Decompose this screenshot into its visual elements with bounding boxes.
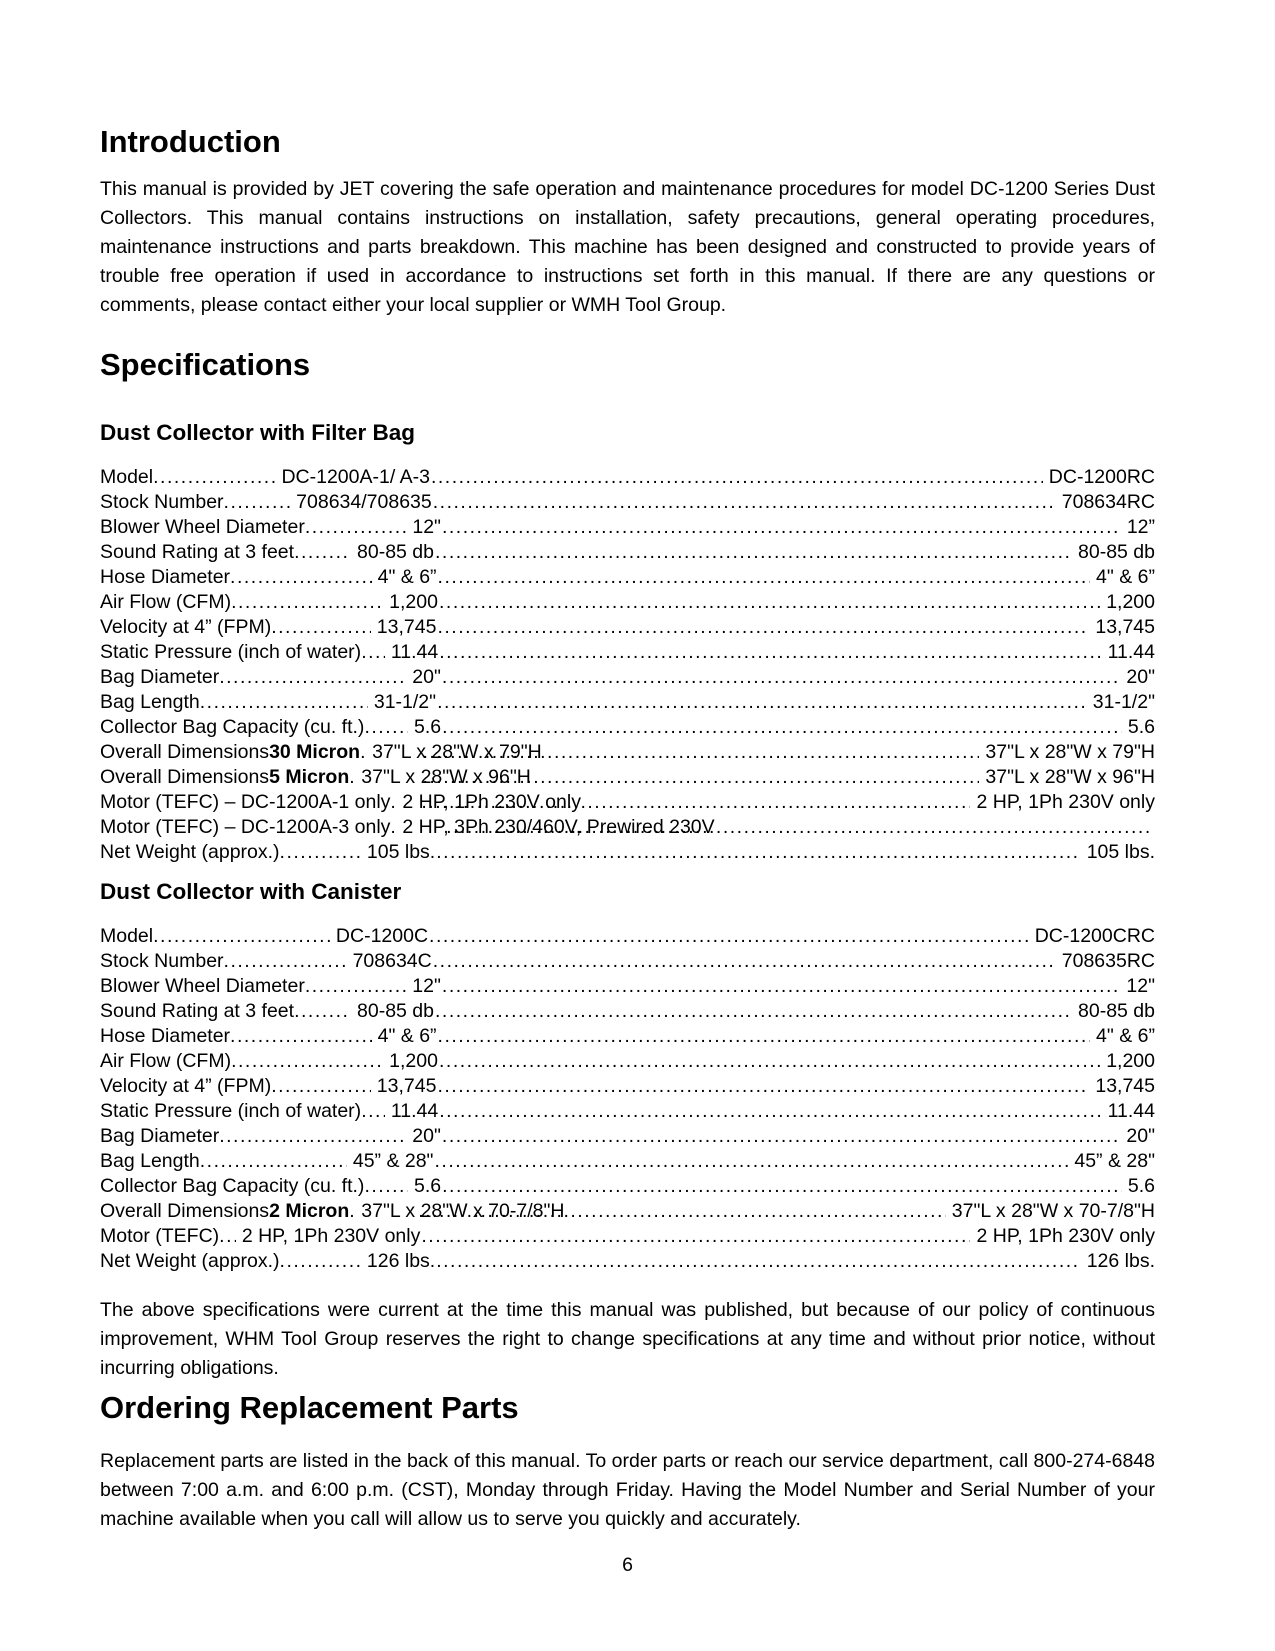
spec-row-left-section (100, 565, 438, 590)
dot-leader (435, 540, 1072, 565)
spec-value-col1: 37"L x 28"W x 79"H (372, 741, 542, 763)
spec-label: Hose Diameter (100, 1025, 231, 1047)
filter-bag-spec-table (100, 465, 1155, 865)
dot-leader (442, 665, 1120, 690)
spec-row-right-section (442, 665, 1155, 690)
spec-row-right-section (442, 715, 1155, 740)
dot-leader (423, 765, 980, 790)
spec-row-right-section (442, 515, 1155, 540)
spec-row-right-section (437, 1074, 1155, 1099)
spec-row-left-section (100, 640, 439, 665)
dot-leader (434, 1149, 1068, 1174)
spec-value-col1: 5.6 (414, 716, 442, 738)
spec-row-right-section (433, 490, 1155, 515)
spec-row-left-section (100, 1149, 434, 1174)
spec-row (100, 1124, 1155, 1149)
spec-value-col2: 105 lbs. (1086, 841, 1155, 863)
spec-label: Collector Bag Capacity (cu. ft.) (100, 716, 365, 738)
canister-subtitle: Dust Collector with Canister (100, 879, 402, 904)
spec-label: Sound Rating at 3 feet (100, 541, 295, 563)
filter-bag-subtitle: Dust Collector with Filter Bag (100, 420, 416, 445)
ordering-title: Ordering Replacement Parts (100, 1390, 519, 1425)
spec-row-right-section (446, 815, 1155, 840)
spec-label: Overall Dimensions (100, 766, 270, 788)
dot-leader (280, 1249, 361, 1274)
spec-row (100, 690, 1155, 715)
spec-row-right-section (435, 540, 1155, 565)
spec-value-col1: 13,745 (376, 1075, 437, 1097)
dot-leader (446, 815, 1149, 840)
dot-leader (200, 690, 368, 715)
dot-leader (230, 565, 372, 590)
dot-leader (271, 1074, 371, 1099)
dot-leader (433, 490, 1056, 515)
spec-value-col2: 12” (1126, 516, 1155, 538)
spec-value-col2: 37"L x 28"W x 70-7/8"H (951, 1200, 1155, 1222)
spec-row (100, 840, 1155, 865)
spec-row (100, 540, 1155, 565)
spec-value-col1: 708634C (352, 950, 432, 972)
spec-row-left-section (100, 790, 581, 815)
spec-value-col2: DC-1200RC (1048, 466, 1155, 488)
spec-row (100, 740, 1155, 765)
introduction-paragraph: This manual is provided by JET covering the safe operation and maintenance procedures for model DC-1200 Series Dust Collectors. This manual contains instructions on installation, safety precautions, general operating procedures, maintenance instructions and parts breakdown. This machine has been designed and constructed to provide years of trouble free operation if used in accordance to instructions set forth in this manual. If there are any questions or comments, please contact either your local supplier or WMH Tool Group. (100, 178, 1155, 316)
spec-row (100, 1249, 1155, 1274)
dot-leader (437, 1074, 1089, 1099)
spec-value-col2: 126 lbs. (1086, 1250, 1155, 1272)
spec-value-col1: 11.44 (390, 1100, 439, 1122)
spec-row-left-section (100, 1024, 438, 1049)
spec-row (100, 1024, 1155, 1049)
spec-row-right-section (439, 1049, 1155, 1074)
spec-row-right-section (434, 1149, 1155, 1174)
spec-row-right-section (431, 465, 1155, 490)
dot-leader (442, 1174, 1122, 1199)
spec-value-col1: 20" (412, 666, 441, 688)
spec-value-col2: 5.6 (1127, 1175, 1155, 1197)
spec-value-col1: 37"L x 28"W x 70-7/8"H (361, 1200, 565, 1222)
spec-row-right-section (442, 1124, 1155, 1149)
spec-label: Overall Dimensions (100, 741, 270, 763)
dot-leader (435, 999, 1072, 1024)
dot-leader (230, 1024, 372, 1049)
dot-leader (361, 640, 385, 665)
dot-leader (361, 1099, 385, 1124)
spec-label: Static Pressure (inch of water) (100, 641, 362, 663)
spec-row (100, 765, 1155, 790)
spec-value-col1: 1,200 (389, 591, 438, 613)
spec-label: Air Flow (CFM) (100, 1050, 232, 1072)
spec-value-col1: 13,745 (376, 616, 437, 638)
dot-leader (305, 974, 406, 999)
introduction-title: Introduction (100, 124, 281, 159)
spec-label: Collector Bag Capacity (cu. ft.) (100, 1175, 365, 1197)
spec-row (100, 1074, 1155, 1099)
spec-row (100, 1199, 1155, 1224)
spec-value-col1: 708634/708635 (296, 491, 432, 513)
spec-value-col1: 126 lbs. (366, 1250, 436, 1272)
spec-row (100, 515, 1155, 540)
spec-value-col1: 20" (412, 1125, 441, 1147)
spec-label-bold: 2 Micron (269, 1200, 350, 1222)
spec-value-col1: 4" & 6” (377, 566, 437, 588)
spec-value-col1: 37"L x 28"W x 96"H (361, 766, 531, 788)
spec-row-right-section (423, 765, 1155, 790)
spec-row-right-section (439, 1099, 1155, 1124)
spec-row (100, 974, 1155, 999)
dot-leader (224, 949, 347, 974)
spec-row-right-section (442, 1174, 1155, 1199)
spec-row-right-section (429, 924, 1155, 949)
dot-leader (442, 515, 1121, 540)
dot-leader (439, 590, 1100, 615)
dot-leader (294, 540, 351, 565)
spec-label: Motor (TEFC) – DC-1200A-3 only (100, 816, 391, 838)
dot-leader (364, 715, 408, 740)
spec-label: Net Weight (approx.) (100, 841, 280, 863)
spec-value-col1: 12" (412, 516, 441, 538)
spec-label: Air Flow (CFM) (100, 591, 232, 613)
spec-value-col2: 12" (1126, 975, 1155, 997)
dot-leader (437, 615, 1089, 640)
spec-row-right-section (438, 565, 1155, 590)
spec-row-right-section (421, 790, 1155, 815)
spec-row-left-section (100, 1049, 439, 1074)
spec-row-left-section (100, 1199, 565, 1224)
spec-row-left-section (100, 1249, 436, 1274)
spec-value-col2: 20" (1126, 1125, 1155, 1147)
spec-row-right-section (418, 1199, 1155, 1224)
spec-row-right-section (442, 974, 1155, 999)
spec-row-right-section (436, 840, 1155, 865)
spec-value-col1: 80-85 db (357, 1000, 434, 1022)
spec-label: Net Weight (approx.) (100, 1250, 280, 1272)
dot-leader (153, 465, 275, 490)
spec-row-left-section (100, 665, 442, 690)
canister-spec-table (100, 924, 1155, 1274)
spec-row (100, 1049, 1155, 1074)
spec-value-col1: 105 lbs. (366, 841, 436, 863)
spec-row-left-section (100, 715, 442, 740)
spec-label: Motor (TEFC) (100, 1225, 220, 1247)
spec-row-right-section (437, 690, 1155, 715)
spec-value-col2: 2 HP, 1Ph 230V only (976, 1225, 1155, 1247)
spec-row (100, 465, 1155, 490)
spec-value-col2: 20" (1126, 666, 1155, 688)
spec-row-right-section (438, 1024, 1155, 1049)
spec-value-col2: 5.6 (1127, 716, 1155, 738)
spec-label: Sound Rating at 3 feet (100, 1000, 295, 1022)
spec-row-right-section (437, 615, 1155, 640)
spec-row-left-section (100, 740, 542, 765)
spec-value-col2: DC-1200CRC (1034, 925, 1155, 947)
spec-value-col1: 4" & 6” (377, 1025, 437, 1047)
dot-leader (418, 1199, 946, 1224)
spec-row (100, 1174, 1155, 1199)
spec-row-left-section (100, 974, 442, 999)
dot-leader (294, 999, 351, 1024)
spec-value-col1: 2 HP, 3Ph 230/460V, Prewired 230V (402, 816, 715, 838)
spec-row (100, 565, 1155, 590)
ordering-paragraph: Replacement parts are listed in the back of this manual. To order parts or reach our service department, call 800-274-6848 between 7:00 a.m. and 6:00 p.m. (CST), Monday through Friday. Having the Model Number and Serial Number of your machine available when you call will allow us to serve you quickly and accurately. (100, 1450, 1155, 1530)
spec-row-left-section (100, 1174, 442, 1199)
spec-row-left-section (100, 490, 433, 515)
spec-value-col1: 31-1/2" (373, 691, 437, 713)
spec-row (100, 924, 1155, 949)
page-number: 6 (622, 1554, 633, 1576)
spec-value-col2: 37"L x 28"W x 79"H (985, 741, 1155, 763)
spec-value-col2: 31-1/2" (1092, 691, 1155, 713)
spec-label: Bag Diameter (100, 666, 220, 688)
dot-leader (439, 640, 1101, 665)
spec-value-col2: 1,200 (1106, 1050, 1155, 1072)
spec-value-col1: 1,200 (389, 1050, 438, 1072)
spec-row (100, 1099, 1155, 1124)
spec-value-col1: DC-1200A-1/ A-3 (281, 466, 430, 488)
spec-label: Blower Wheel Diameter (100, 975, 305, 997)
dot-leader (224, 490, 291, 515)
spec-row-right-section (435, 999, 1155, 1024)
spec-value-col2: 708634RC (1061, 491, 1155, 513)
spec-label: Overall Dimensions (100, 1200, 270, 1222)
spec-value-col2: 37"L x 28"W x 96"H (985, 766, 1155, 788)
spec-row-right-section (439, 640, 1155, 665)
spec-value-col2: 4" & 6” (1096, 566, 1155, 588)
spec-value-col2: 4" & 6” (1096, 1025, 1155, 1047)
dot-leader (436, 840, 1080, 865)
dot-leader (439, 1049, 1100, 1074)
dot-leader (436, 1249, 1080, 1274)
dot-leader (153, 924, 330, 949)
spec-value-col2: 2 HP, 1Ph 230V only (976, 791, 1155, 813)
spec-row-left-section (100, 1224, 421, 1249)
spec-row-left-section (100, 615, 437, 640)
specifications-note-paragraph: The above specifications were current at the time this manual was published, but because of our policy of continuous improvement, WHM Tool Group reserves the right to change specifications at any time and without prior notice, without incurring obligations. (100, 1299, 1155, 1379)
spec-row-left-section (100, 590, 439, 615)
spec-row-left-section (100, 949, 433, 974)
spec-value-col1: 12" (412, 975, 441, 997)
spec-label: Model (100, 925, 154, 947)
dot-leader (438, 1024, 1091, 1049)
dot-leader (439, 1099, 1101, 1124)
spec-row-left-section (100, 815, 715, 840)
spec-value-col1: 5.6 (414, 1175, 442, 1197)
spec-row-right-section (421, 1224, 1155, 1249)
spec-label: Blower Wheel Diameter (100, 516, 305, 538)
spec-row (100, 1149, 1155, 1174)
dot-leader (364, 1174, 408, 1199)
dot-leader (280, 840, 361, 865)
spec-label-bold: 5 Micron (269, 766, 350, 788)
specifications-title: Specifications (100, 347, 311, 382)
dot-leader (438, 565, 1091, 590)
spec-value-col1: DC-1200C (335, 925, 429, 947)
spec-value-col2: 80-85 db (1078, 1000, 1155, 1022)
dot-leader (431, 465, 1043, 490)
spec-value-col2: 80-85 db (1078, 541, 1155, 563)
spec-row-left-section (100, 540, 435, 565)
spec-value-col2: 45” & 28" (1074, 1150, 1155, 1172)
dot-leader (421, 790, 970, 815)
spec-label: Bag Length (100, 691, 200, 713)
spec-value-col2: 11.44 (1107, 1100, 1155, 1122)
spec-row-left-section (100, 924, 429, 949)
spec-row-right-section (436, 1249, 1155, 1274)
spec-label: Stock Number (100, 950, 224, 972)
dot-leader (231, 590, 383, 615)
spec-row-left-section (100, 765, 531, 790)
spec-label: Bag Diameter (100, 1125, 220, 1147)
spec-label: Static Pressure (inch of water) (100, 1100, 362, 1122)
dot-leader (219, 1124, 406, 1149)
spec-value-col2: 13,745 (1095, 616, 1155, 638)
dot-leader (271, 615, 371, 640)
spec-row (100, 999, 1155, 1024)
spec-row-left-section (100, 1074, 437, 1099)
spec-label: Hose Diameter (100, 566, 231, 588)
spec-row-right-section (433, 949, 1155, 974)
spec-label: Stock Number (100, 491, 224, 513)
dot-leader (429, 924, 1029, 949)
spec-row-left-section (100, 840, 436, 865)
spec-row-left-section (100, 1124, 442, 1149)
dot-leader (437, 690, 1087, 715)
dot-leader (442, 715, 1122, 740)
spec-value-col1: 45” & 28" (352, 1150, 434, 1172)
dot-leader (423, 740, 980, 765)
dot-leader (433, 949, 1056, 974)
spec-row-left-section (100, 465, 431, 490)
spec-row (100, 615, 1155, 640)
dot-leader (219, 665, 406, 690)
spec-row-right-section (423, 740, 1155, 765)
spec-row (100, 715, 1155, 740)
spec-label-bold: 30 Micron (269, 741, 361, 763)
spec-row-left-section (100, 690, 437, 715)
spec-row-left-section (100, 515, 442, 540)
spec-label: Motor (TEFC) – DC-1200A-1 only (100, 791, 391, 813)
spec-row-left-section (100, 1099, 439, 1124)
spec-label: Velocity at 4” (FPM) (100, 616, 272, 638)
spec-row (100, 949, 1155, 974)
spec-row (100, 790, 1155, 815)
spec-value-col1: 11.44 (390, 641, 439, 663)
dot-leader (305, 515, 407, 540)
spec-value-col2: 13,745 (1095, 1075, 1155, 1097)
spec-row-left-section (100, 999, 435, 1024)
dot-leader (442, 1124, 1120, 1149)
spec-row (100, 1224, 1155, 1249)
spec-label: Bag Length (100, 1150, 200, 1172)
spec-value-col2: 11.44 (1107, 641, 1155, 663)
spec-row (100, 490, 1155, 515)
spec-label: Model (100, 466, 154, 488)
spec-row (100, 815, 1155, 840)
spec-row (100, 640, 1155, 665)
spec-value-col2: 708635RC (1061, 950, 1155, 972)
spec-value-col1: 80-85 db (357, 541, 434, 563)
dot-leader (219, 1224, 236, 1249)
spec-value-col1: 2 HP, 1Ph 230V only (402, 791, 581, 813)
spec-value-col1: 2 HP, 1Ph 230V only (241, 1225, 421, 1247)
spec-label: Velocity at 4” (FPM) (100, 1075, 272, 1097)
dot-leader (442, 974, 1120, 999)
dot-leader (200, 1149, 347, 1174)
spec-value-col2: 1,200 (1106, 591, 1155, 613)
dot-leader (421, 1224, 970, 1249)
spec-row (100, 665, 1155, 690)
spec-row-right-section (439, 590, 1155, 615)
dot-leader (231, 1049, 383, 1074)
spec-row (100, 590, 1155, 615)
